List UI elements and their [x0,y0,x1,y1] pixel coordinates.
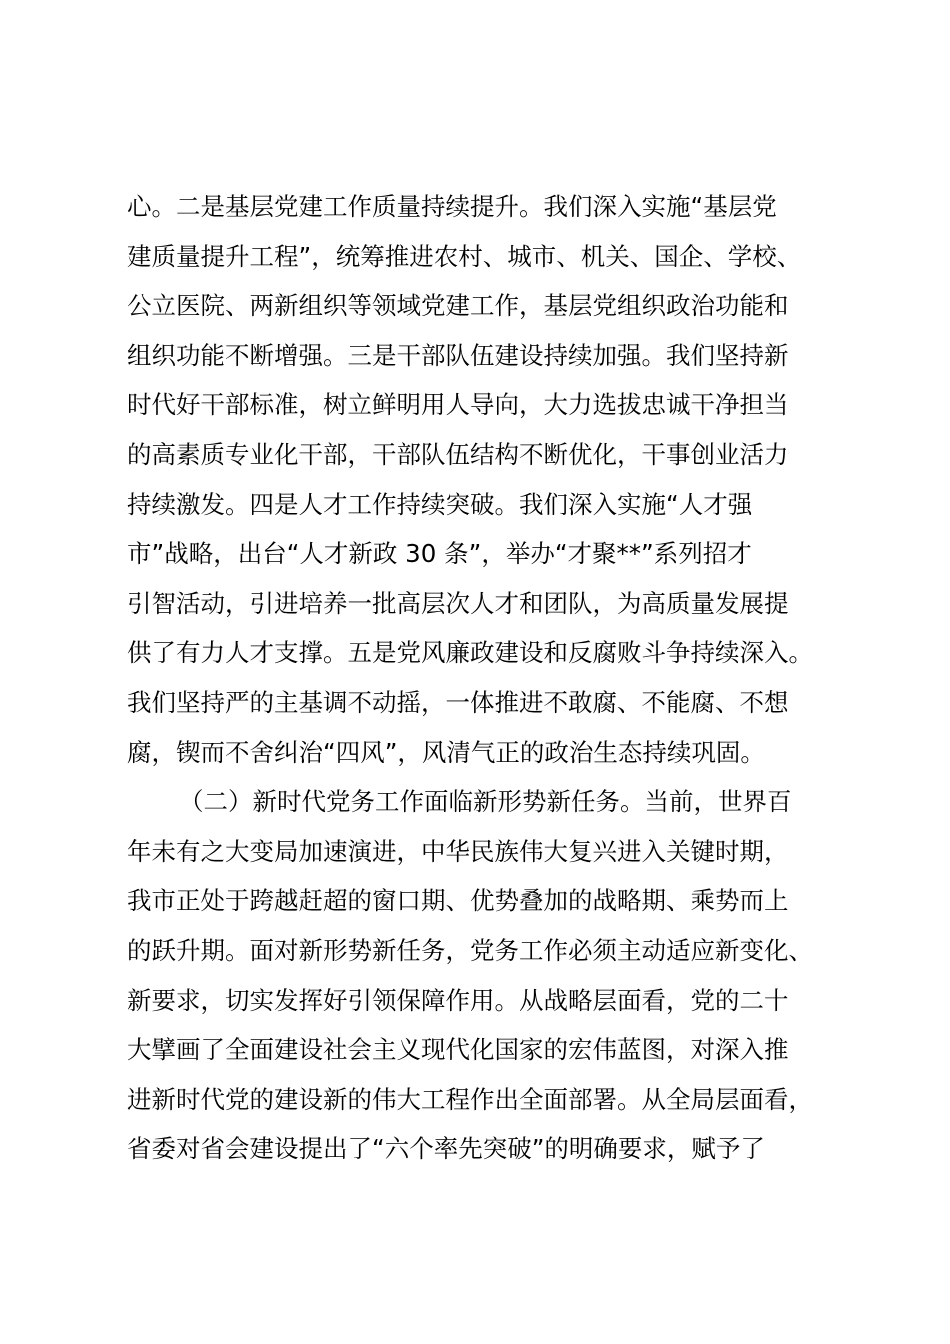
body-text [127,182,857,1174]
text-line: 腐，锲而不舍纠治“四风”，风清气正的政治生态持续巩固。 [127,737,765,767]
text-line: 我市正处于跨越赶超的窗口期、优势叠加的战略期、乘势而上 [127,886,789,916]
text-line: 进新时代党的建设新的伟大工程作出全面部署。从全局层面看， [127,1084,813,1114]
text-line: 大擘画了全面建设社会主义现代化国家的宏伟蓝图，对深入推 [127,1035,789,1065]
text-line: 新要求，切实发挥好引领保障作用。从战略层面看，党的二十 [127,985,789,1015]
text-line: 时代好干部标准，树立鲜明用人导向，大力选拔忠诚干净担当 [127,390,789,420]
text-line: 的跃升期。面对新形势新任务，党务工作必须主动适应新变化、 [127,935,813,965]
text-line: 供了有力人才支撑。五是党风廉政建设和反腐败斗争持续深入。 [127,638,813,668]
text-line: 心。二是基层党建工作质量持续提升。我们深入实施“基层党 [127,192,777,221]
text-line: 年未有之大变局加速演进，中华民族伟大复兴进入关键时期， [127,836,789,866]
text-line: 持续激发。四是人才工作持续突破。我们深入实施“人才强 [127,489,753,519]
text-line: 市”战略，出台“人才新政 30 条”，举办“才聚**”系列招才 [127,539,752,569]
text-line: 省委对省会建设提出了“六个率先突破”的明确要求，赋予了 [127,1134,765,1164]
text-line: 建质量提升工程”，统筹推进农村、城市、机关、国企、学校、 [127,241,802,271]
section-heading-line: （二）新时代党务工作面临新形势新任务。当前，世界百 [179,787,792,817]
text-line: 的高素质专业化干部，干部队伍结构不断优化，干事创业活力 [127,439,789,469]
text-line: 公立医院、两新组织等领域党建工作，基层党组织政治功能和 [127,291,789,321]
text-line: 组织功能不断增强。三是干部队伍建设持续加强。我们坚持新 [127,340,789,370]
text-line: 我们坚持严的主基调不动摇，一体推进不敢腐、不能腐、不想 [127,687,789,717]
text-line: 引智活动，引进培养一批高层次人才和团队，为高质量发展提 [127,588,789,618]
